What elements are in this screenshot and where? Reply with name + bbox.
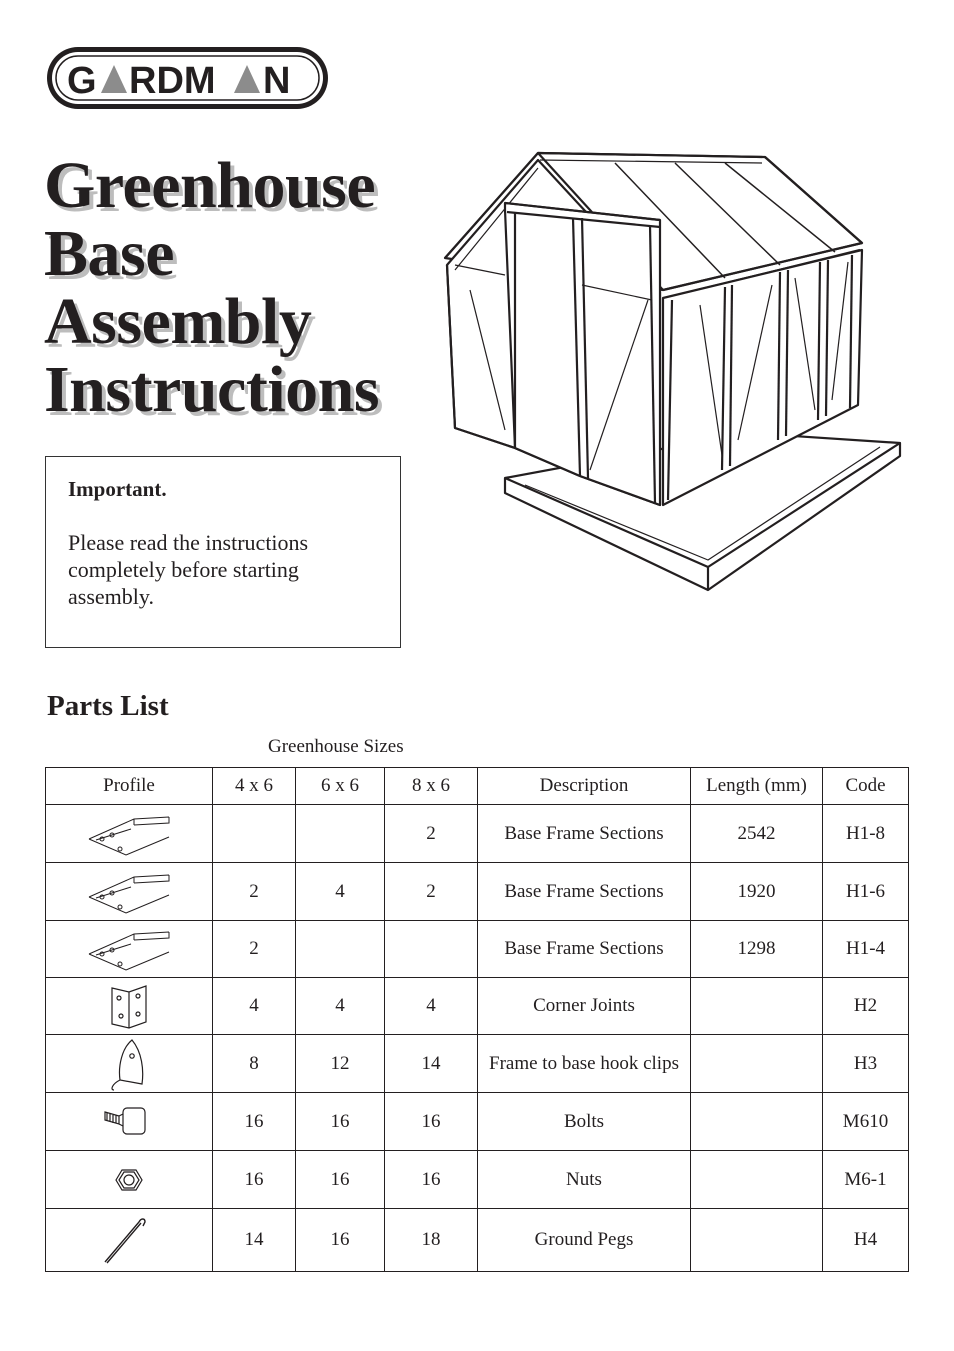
length-cell (691, 1151, 823, 1209)
length-cell (691, 1035, 823, 1093)
code-cell: H3 (823, 1035, 909, 1093)
qty-4x6: 16 (213, 1151, 296, 1209)
base-frame-section-icon (84, 926, 174, 972)
length-cell (691, 1093, 823, 1151)
title-line: Base (44, 217, 174, 290)
length-cell: 2542 (691, 805, 823, 863)
header-4x6: 4 x 6 (213, 768, 296, 805)
hook-clip-icon (104, 1036, 154, 1092)
table-header-row (46, 768, 909, 805)
title-line: Instructions (44, 353, 380, 426)
description-cell: Base Frame Sections (478, 863, 691, 921)
parts-table (45, 767, 909, 1272)
qty-6x6 (296, 921, 385, 978)
table-row (46, 805, 909, 863)
header-description: Description (478, 768, 691, 805)
svg-text:RDM: RDM (129, 60, 216, 102)
description-cell: Bolts (478, 1093, 691, 1151)
qty-8x6: 2 (385, 805, 478, 863)
qty-4x6: 4 (213, 978, 296, 1035)
qty-4x6: 2 (213, 863, 296, 921)
description-cell: Corner Joints (478, 978, 691, 1035)
gardman-logo (45, 45, 330, 111)
corner-joint-icon (104, 982, 154, 1030)
header-length: Length (mm) (691, 768, 823, 805)
code-cell: H1-4 (823, 921, 909, 978)
qty-6x6: 16 (296, 1093, 385, 1151)
profile-cell (46, 805, 213, 863)
profile-cell (46, 1151, 213, 1209)
qty-8x6: 2 (385, 863, 478, 921)
table-row (46, 1209, 909, 1272)
description-cell: Ground Pegs (478, 1209, 691, 1272)
description-cell: Nuts (478, 1151, 691, 1209)
qty-8x6: 16 (385, 1151, 478, 1209)
svg-text:N: N (263, 60, 291, 102)
table-row (46, 1093, 909, 1151)
qty-4x6: 14 (213, 1209, 296, 1272)
code-cell: M6-1 (823, 1151, 909, 1209)
profile-cell (46, 978, 213, 1035)
notice-message: Please read the instructions completely before starting assembly. (68, 530, 309, 609)
svg-text:G: G (67, 60, 97, 102)
base-frame-section-icon (84, 869, 174, 915)
table-row (46, 978, 909, 1035)
qty-8x6: 16 (385, 1093, 478, 1151)
header-6x6: 6 x 6 (296, 768, 385, 805)
profile-cell (46, 1093, 213, 1151)
qty-4x6: 8 (213, 1035, 296, 1093)
code-cell: H4 (823, 1209, 909, 1272)
nut-icon (104, 1162, 154, 1198)
description-cell: Frame to base hook clips (478, 1035, 691, 1093)
code-cell: H1-6 (823, 863, 909, 921)
length-cell (691, 1209, 823, 1272)
header-8x6: 8 x 6 (385, 768, 478, 805)
qty-4x6: 2 (213, 921, 296, 978)
length-cell: 1298 (691, 921, 823, 978)
table-row (46, 863, 909, 921)
bolt-icon (99, 1102, 159, 1142)
profile-cell (46, 921, 213, 978)
header-code: Code (823, 768, 909, 805)
profile-cell (46, 863, 213, 921)
qty-6x6: 4 (296, 863, 385, 921)
qty-8x6 (385, 921, 478, 978)
qty-4x6 (213, 805, 296, 863)
table-row (46, 1035, 909, 1093)
table-row (46, 1151, 909, 1209)
profile-cell (46, 1035, 213, 1093)
code-cell: H1-8 (823, 805, 909, 863)
important-notice (45, 456, 401, 648)
qty-6x6: 16 (296, 1209, 385, 1272)
page-title (44, 149, 380, 426)
header-profile: Profile (46, 768, 213, 805)
base-frame-section-icon (84, 811, 174, 857)
qty-8x6: 14 (385, 1035, 478, 1093)
qty-6x6: 4 (296, 978, 385, 1035)
title-line: Greenhouse (44, 149, 376, 222)
qty-8x6: 4 (385, 978, 478, 1035)
profile-cell (46, 1209, 213, 1272)
table-row (46, 921, 909, 978)
length-cell (691, 978, 823, 1035)
qty-4x6: 16 (213, 1093, 296, 1151)
qty-8x6: 18 (385, 1209, 478, 1272)
description-cell: Base Frame Sections (478, 805, 691, 863)
code-cell: M610 (823, 1093, 909, 1151)
code-cell: H2 (823, 978, 909, 1035)
qty-6x6: 16 (296, 1151, 385, 1209)
ground-peg-icon (99, 1214, 159, 1266)
parts-list-title: Parts List (47, 690, 169, 722)
qty-6x6 (296, 805, 385, 863)
title-line: Assembly (44, 285, 312, 358)
greenhouse-illustration (440, 148, 910, 598)
greenhouse-sizes-label: Greenhouse Sizes (268, 736, 404, 757)
length-cell: 1920 (691, 863, 823, 921)
description-cell: Base Frame Sections (478, 921, 691, 978)
qty-6x6: 12 (296, 1035, 385, 1093)
notice-heading: Important. (68, 477, 167, 501)
